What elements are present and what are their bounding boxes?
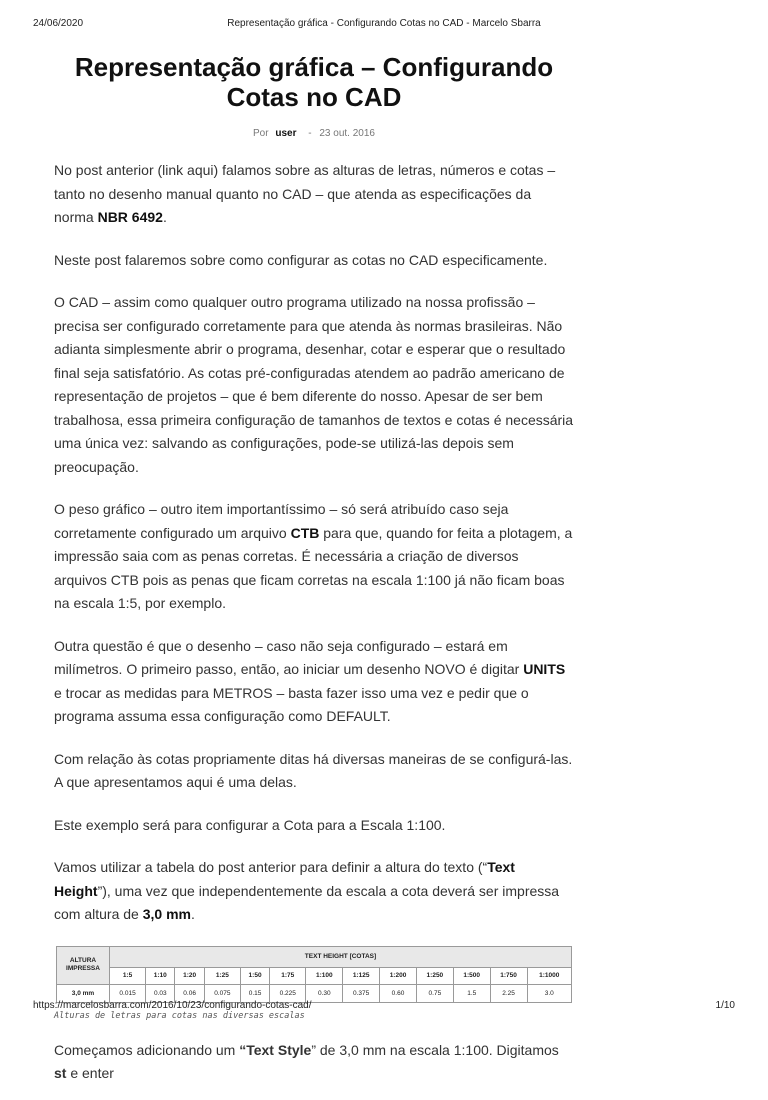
text-height-term: Text Height — [54, 859, 515, 899]
print-title: Representação gráfica - Configurando Cotas no CAD - Marcelo Sbarra — [227, 18, 541, 29]
article — [54, 52, 574, 1100]
paragraph-8 — [54, 856, 574, 927]
p9-text: Começamos adicionando um — [54, 1041, 240, 1058]
ctb-term: CTB — [290, 524, 320, 541]
table-cell: 0.15 — [240, 984, 269, 1002]
text-style-term: “Text Style — [239, 1041, 312, 1058]
print-date: 24/06/2020 — [33, 18, 84, 29]
paragraph-9 — [54, 1039, 574, 1086]
scale-header: 1:20 — [175, 967, 204, 984]
nbr-norm: NBR 6492 — [97, 209, 163, 225]
table-cell: 0.75 — [416, 984, 453, 1002]
p8-text: Vamos utilizar a tabela do post anterior para definir a altura do texto (“ — [54, 859, 488, 875]
table-cell: 1.5 — [453, 984, 490, 1002]
post-date: 23 out. 2016 — [319, 128, 375, 139]
scale-header: 1:50 — [240, 967, 269, 984]
p4-end: para que, quando for feita a plotagem, a impressão saia com as penas corretas. É necessária a criação de diversos arquivos CTB pois as penas que ficam corretas na escala 1:100 já não ficam boas na escala 1:5, por exemplo. — [54, 524, 573, 611]
p8-mid: ”), uma vez que independentemente da escala a cota deverá ser impressa com altura de — [54, 882, 560, 922]
scale-header: 1:75 — [270, 967, 306, 984]
p8-end: . — [190, 906, 195, 922]
table-cell: 0.30 — [306, 984, 343, 1002]
table-cell: 0.225 — [270, 984, 306, 1002]
scale-header: 1:10 — [146, 967, 175, 984]
scale-header: 1:500 — [453, 967, 490, 984]
meta-by: Por — [253, 128, 269, 139]
paragraph-7: Este exemplo será para configurar a Cota para a Escala 1:100. — [54, 816, 446, 833]
scale-header: 1:750 — [490, 967, 527, 984]
paragraph-4 — [54, 498, 574, 616]
table-group-header: TEXT HEIGHT [COTAS] — [110, 946, 572, 967]
table-cell: 3.0 — [527, 984, 571, 1002]
text-height-table — [56, 946, 572, 1003]
table-cell: 0.075 — [204, 984, 240, 1002]
scale-header: 1:125 — [343, 967, 380, 984]
p9-end: e enter — [66, 1065, 114, 1081]
table-cell: 0.60 — [380, 984, 417, 1002]
table-cell: 0.015 — [110, 984, 146, 1002]
p5-end: e trocar as medidas para METROS – basta fazer isso uma vez e pedir que o programa assuma essa configuração como DEFAULT. — [54, 684, 529, 724]
p4-text: O peso gráfico – outro item importantíssimo – só será atribuído caso seja corretamente configurado um arquivo — [54, 501, 509, 541]
print-footer — [33, 1000, 735, 1014]
table-cell: 0.06 — [175, 984, 204, 1002]
meta-separator: - — [308, 128, 312, 139]
page-url: https://marcelosbarra.com/2016/10/23/configurando-cotas-cad/ — [33, 1000, 312, 1011]
height-value: 3,0 mm — [142, 906, 191, 922]
p1-text: No post anterior (link aqui) falamos sobre as alturas de letras, números e cotas – tanto no desenho manual quanto no CAD – que atenda as especificações da norma — [54, 162, 556, 225]
author-link[interactable]: user — [275, 128, 297, 139]
row-label: 3,0 mm — [57, 984, 110, 1002]
scale-header: 1:250 — [416, 967, 453, 984]
scale-header: 1:200 — [380, 967, 417, 984]
paragraph-6: Com relação às cotas propriamente ditas há diversas maneiras de se configurá-las. A que apresentamos aqui é uma delas. — [54, 750, 573, 790]
table-left-header: ALTURA IMPRESSA — [57, 946, 110, 984]
scale-row — [57, 967, 572, 984]
scale-header: 1:5 — [110, 967, 146, 984]
p9-mid: ” de 3,0 mm na escala 1:100. Digitamos — [311, 1041, 559, 1058]
table-cell: 0.03 — [146, 984, 175, 1002]
p5-text: Outra questão é que o desenho – caso não seja configurado – estará em milímetros. O primeiro passo, então, ao iniciar um desenho NOVO é digitar — [54, 637, 524, 677]
p1-end: . — [162, 209, 167, 225]
scale-header: 1:1000 — [527, 967, 571, 984]
table-cell: 2.25 — [490, 984, 527, 1002]
scale-header: 1:25 — [204, 967, 240, 984]
article-title: Representação gráfica – Configurando Cotas no CAD — [74, 52, 554, 112]
article-body — [54, 159, 574, 927]
paragraph-3: O CAD – assim como qualquer outro programa utilizado na nossa profissão – precisa ser configurado corretamente para que atenda às normas brasileiras. Não adianta simplesmente abrir o programa, desenhar, cotar e esperar que o resultado final seja satisfatório. As cotas pré-configuradas atendem ao padrão americano de representação de projetos – que é bem diferente do nosso. Apesar de ser bem trabalhosa, essa primeira configuração de tamanhos de textos e cotas é necessária uma única vez: salvando as configurações, pode-se utilizá-las depois sem preocupação. — [54, 294, 574, 475]
paragraph-2: Neste post falaremos sobre como configurar as cotas no CAD especificamente. — [54, 251, 548, 268]
table-cell: 0.375 — [343, 984, 380, 1002]
page-count: 1/10 — [715, 1000, 735, 1011]
scale-header: 1:100 — [306, 967, 343, 984]
st-command: st — [54, 1065, 67, 1081]
article-meta — [54, 128, 574, 139]
table-caption: Alturas de letras para cotas nas diversas escalas — [54, 1010, 305, 1021]
print-header — [33, 14, 735, 28]
paragraph-1 — [54, 159, 574, 230]
paragraph-5 — [54, 635, 574, 729]
units-term: UNITS — [523, 661, 566, 677]
